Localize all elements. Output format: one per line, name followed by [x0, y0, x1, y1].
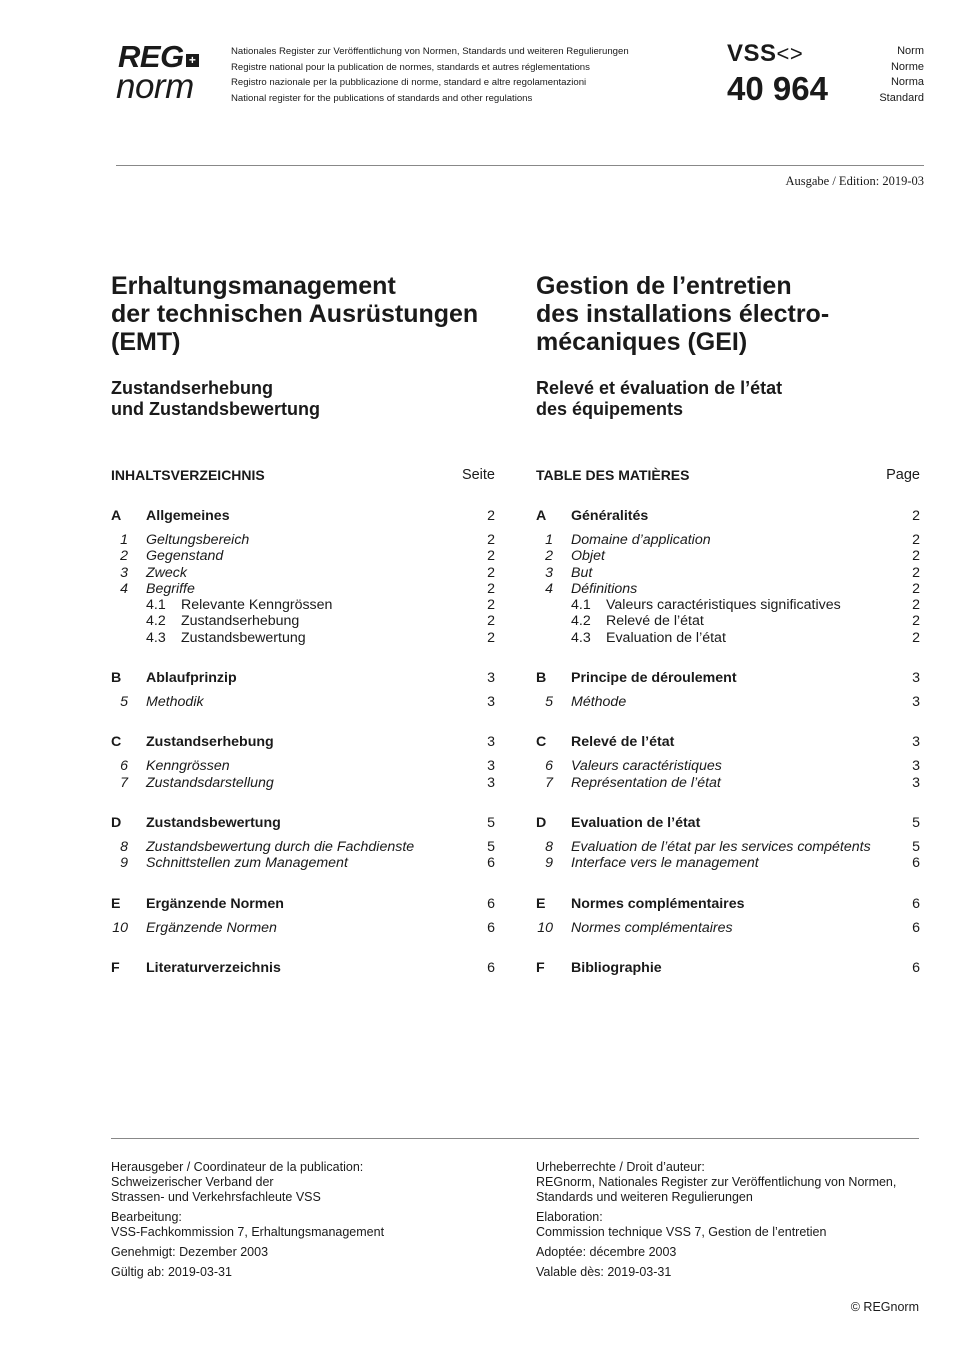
toc-item-row	[536, 855, 920, 871]
subtitle-de-line: Zustandserhebung	[111, 378, 274, 398]
page-number: 2	[487, 564, 495, 581]
toc-item-row	[111, 548, 495, 564]
title-fr-line: des installations électro-	[536, 300, 830, 328]
footer-block	[111, 1160, 511, 1205]
title-fr	[536, 272, 936, 356]
item-number: 2	[545, 548, 553, 565]
page-number: 3	[912, 670, 920, 687]
item-number: 3	[545, 564, 553, 581]
subsection-title: Zustandsbewertung	[181, 629, 306, 646]
section-letter: B	[111, 670, 122, 687]
page-number: 6	[487, 855, 495, 872]
toc-item-row	[536, 758, 920, 774]
header-divider	[116, 165, 924, 166]
subtitle-de-line: und Zustandsbewertung	[111, 399, 320, 419]
footer-line: Elaboration:	[536, 1210, 603, 1224]
vss-logo: VSS<>	[727, 40, 804, 67]
toc-item-row	[536, 548, 920, 564]
footer-line: Standards und weiteren Regulierungen	[536, 1190, 753, 1204]
subsection-number: 4.3	[146, 629, 166, 646]
toc-section-row	[111, 508, 495, 525]
toc-item-row	[536, 775, 920, 791]
section-letter: D	[536, 814, 547, 831]
item-title: Représentation de l’état	[571, 774, 721, 791]
section-title: Relevé de l’état	[571, 734, 675, 751]
norm-type-de: Norm	[897, 45, 924, 57]
footer-divider	[111, 1138, 919, 1139]
page-number: 2	[487, 508, 495, 524]
toc-item-row	[111, 613, 495, 629]
footer-line: Adoptée: décembre 2003	[536, 1245, 677, 1259]
item-number: 10	[112, 919, 128, 936]
toc-section-row	[111, 734, 495, 751]
register-line-en: National register for the publications of standards and other regulations	[231, 92, 533, 104]
title-de-line: Erhaltungsmanagement	[111, 272, 396, 300]
toc-page-heading: Page	[886, 467, 920, 483]
toc-section-row	[111, 896, 495, 913]
item-title: Ergänzende Normen	[146, 919, 277, 936]
item-title: Kenngrössen	[146, 758, 230, 775]
toc-section-row	[536, 670, 920, 687]
subsection-title: Evaluation de l’état	[606, 629, 726, 646]
toc-item-row	[536, 920, 920, 936]
toc-item-row	[111, 694, 495, 710]
toc-item-row	[111, 775, 495, 791]
page-number: 2	[912, 548, 920, 565]
footer-fr	[536, 1160, 936, 1285]
page-number: 5	[487, 814, 495, 831]
section-letter: A	[111, 508, 122, 524]
page-number: 5	[912, 814, 920, 831]
item-number: 2	[120, 548, 128, 565]
title-fr-line: mécaniques (GEI)	[536, 328, 748, 356]
subsection-title: Zustandserhebung	[181, 613, 300, 630]
item-title: Valeurs caractéristiques	[571, 758, 722, 775]
page-number: 2	[487, 580, 495, 597]
item-number: 5	[545, 694, 553, 711]
page-number: 2	[487, 613, 495, 630]
regnorm-logo-norm: norm	[116, 67, 194, 106]
toc-fr	[536, 508, 920, 977]
footer-block	[536, 1160, 936, 1205]
section-title: Ablaufprinzip	[146, 670, 237, 687]
item-title: Normes complémentaires	[571, 919, 733, 936]
toc-section-row	[536, 815, 920, 832]
toc-de	[111, 508, 495, 977]
toc-item-row	[536, 694, 920, 710]
page-number: 6	[912, 895, 920, 912]
toc-header-de	[111, 467, 495, 487]
toc-item-row	[111, 565, 495, 581]
page-number: 2	[912, 564, 920, 581]
item-number: 7	[545, 774, 553, 791]
regnorm-logo-reg: REG +	[118, 42, 199, 72]
item-number: 7	[120, 774, 128, 791]
footer-line: Urheberrechte / Droit d’auteur:	[536, 1160, 705, 1174]
toc-section-row	[111, 815, 495, 832]
page-number: 3	[912, 774, 920, 791]
item-number: 9	[120, 855, 128, 872]
item-number: 8	[120, 838, 128, 855]
footer-line: Gültig ab: 2019-03-31	[111, 1265, 232, 1279]
register-line-it: Registro nazionale per la pubblicazione di norme, standard e altre regolamentazioni	[231, 77, 587, 88]
toc-item-row	[111, 581, 495, 597]
footer-block	[111, 1210, 511, 1240]
edition-label: Ausgabe / Edition: 2019-03	[785, 174, 924, 188]
toc-section-row	[111, 960, 495, 977]
section-title: Zustandsbewertung	[146, 814, 281, 831]
norm-type-fr: Norme	[890, 60, 924, 73]
item-title: Methodik	[146, 694, 204, 711]
toc-item-row	[111, 597, 495, 613]
toc-item-row	[111, 532, 495, 548]
item-number: 1	[120, 532, 128, 548]
toc-item-row	[536, 839, 920, 855]
page-number: 6	[487, 919, 495, 936]
page-number: 3	[487, 758, 495, 775]
footer-line: Genehmigt: Dezember 2003	[111, 1245, 269, 1259]
footer-line: Schweizerischer Verband der	[111, 1175, 274, 1189]
subtitle-de	[111, 378, 511, 420]
footer-line: Strassen- und Verkehrsfachleute VSS	[111, 1190, 321, 1204]
section-title: Evaluation de l’état	[571, 814, 701, 831]
section-title: Zustandserhebung	[146, 734, 274, 751]
page-number: 3	[912, 694, 920, 711]
section-letter: C	[111, 734, 122, 751]
page-number: 6	[912, 959, 920, 976]
item-number: 8	[545, 838, 553, 855]
section-letter: F	[111, 959, 120, 976]
item-number: 4	[545, 580, 553, 597]
subsection-number: 4.2	[571, 613, 591, 630]
toc-item-row	[111, 839, 495, 855]
copyright: © REGnorm	[850, 1300, 919, 1314]
item-number: 10	[537, 919, 553, 936]
section-title: Ergänzende Normen	[146, 895, 284, 912]
swiss-cross-icon: +	[186, 54, 199, 67]
toc-section-row	[111, 670, 495, 687]
subsection-title: Relevé de l’état	[606, 613, 704, 630]
vss-arrow-icon: <>	[776, 41, 804, 66]
page-number: 2	[487, 597, 495, 614]
page-number: 2	[912, 597, 920, 614]
norm-type-list	[879, 44, 924, 106]
section-letter: E	[536, 895, 546, 912]
toc-item-row	[536, 532, 920, 548]
norm-type-en: Standard	[879, 91, 924, 104]
toc-section-row	[536, 734, 920, 751]
page-number: 2	[912, 580, 920, 597]
toc-item-row	[111, 758, 495, 774]
section-title: Literaturverzeichnis	[146, 959, 281, 976]
toc-item-row	[111, 630, 495, 646]
footer-block	[536, 1210, 936, 1240]
item-title: Begriffe	[146, 580, 195, 597]
item-title: Zustandsbewertung durch die Fachdienste	[146, 838, 415, 855]
footer-block	[111, 1245, 511, 1260]
footer-line: Commission technique VSS 7, Gestion de l’entretien	[536, 1225, 827, 1239]
subtitle-fr-line: Relevé et évaluation de l’état	[536, 378, 783, 398]
toc-heading: TABLE DES MATIÈRES	[536, 467, 690, 483]
toc-item-row	[536, 613, 920, 629]
item-title: But	[571, 564, 593, 581]
toc-item-row	[111, 855, 495, 871]
page-number: 2	[912, 508, 920, 524]
footer-line: Valable dès: 2019-03-31	[536, 1265, 672, 1279]
toc-section-row	[536, 896, 920, 913]
page-number: 2	[487, 532, 495, 548]
toc-item-row	[536, 581, 920, 597]
page-number: 3	[487, 694, 495, 711]
footer-block	[111, 1265, 511, 1280]
page-number: 2	[912, 613, 920, 630]
page-number: 2	[487, 548, 495, 565]
page-number: 6	[487, 895, 495, 912]
page-number: 2	[912, 629, 920, 646]
toc-heading: INHALTSVERZEICHNIS	[111, 467, 265, 483]
toc-item-row	[536, 597, 920, 613]
toc-section-row	[536, 960, 920, 977]
page-number: 2	[487, 629, 495, 646]
item-number: 4	[120, 580, 128, 597]
subsection-number: 4.1	[146, 597, 166, 614]
title-de	[111, 272, 511, 356]
toc-page-heading: Seite	[461, 467, 495, 483]
register-description	[231, 44, 629, 106]
item-title: Geltungsbereich	[146, 532, 250, 548]
item-number: 1	[545, 532, 553, 548]
footer-line: REGnorm, Nationales Register zur Veröffentlichung von Normen,	[536, 1175, 897, 1189]
page-number: 5	[487, 838, 495, 855]
page-number: 6	[912, 855, 920, 872]
item-number: 6	[120, 758, 128, 775]
section-letter: A	[536, 508, 547, 524]
item-title: Interface vers le management	[571, 855, 759, 872]
item-number: 5	[120, 694, 128, 711]
page-number: 6	[912, 919, 920, 936]
title-fr-line: Gestion de l’entretien	[536, 272, 792, 300]
page-number: 2	[912, 532, 920, 548]
item-title: Objet	[571, 548, 605, 565]
subsection-number: 4.3	[571, 629, 591, 646]
page-number: 3	[487, 670, 495, 687]
page-number: 6	[487, 959, 495, 976]
page-number: 5	[912, 838, 920, 855]
footer-block	[536, 1265, 936, 1280]
title-de-line: (EMT)	[111, 328, 181, 356]
page-number: 3	[912, 734, 920, 751]
subtitle-fr	[536, 378, 936, 420]
footer-line: VSS-Fachkommission 7, Erhaltungsmanagement	[111, 1225, 385, 1239]
footer-block	[536, 1245, 936, 1260]
title-de-line: der technischen Ausrüstungen	[111, 300, 479, 328]
toc-item-row	[111, 920, 495, 936]
section-title: Généralités	[571, 508, 649, 524]
item-title: Evaluation de l’état par les services compétents	[571, 838, 871, 855]
item-title: Définitions	[571, 580, 638, 597]
item-number: 3	[120, 564, 128, 581]
section-letter: C	[536, 734, 547, 751]
subsection-title: Valeurs caractéristiques significatives	[606, 597, 841, 614]
section-letter: D	[111, 814, 122, 831]
subsection-number: 4.1	[571, 597, 591, 614]
item-number: 6	[545, 758, 553, 775]
subsection-title: Relevante Kenngrössen	[181, 597, 333, 614]
register-line-de: Nationales Register zur Veröffentlichung von Normen, Standards und weiteren Regulierungen	[231, 46, 629, 57]
page-number: 3	[487, 774, 495, 791]
toc-section-row	[536, 508, 920, 525]
subtitle-fr-line: des équipements	[536, 399, 684, 419]
standard-number: 40 964	[727, 70, 828, 107]
subsection-number: 4.2	[146, 613, 166, 630]
item-number: 9	[545, 855, 553, 872]
page-number: 3	[487, 734, 495, 751]
footer-line: Bearbeitung:	[111, 1210, 182, 1224]
page-number: 3	[912, 758, 920, 775]
item-title: Domaine d’application	[571, 532, 711, 548]
item-title: Schnittstellen zum Management	[146, 855, 348, 872]
toc-item-row	[536, 630, 920, 646]
section-title: Principe de déroulement	[571, 670, 737, 687]
section-letter: E	[111, 895, 121, 912]
footer-line: Herausgeber / Coordinateur de la publication:	[111, 1160, 364, 1174]
item-title: Zweck	[146, 564, 187, 581]
toc-item-row	[536, 565, 920, 581]
register-line-fr: Registre national pour la publication de normes, standards et autres réglementations	[231, 61, 590, 73]
item-title: Méthode	[571, 694, 627, 711]
footer-de	[111, 1160, 511, 1285]
section-letter: B	[536, 670, 547, 687]
toc-header-fr	[536, 467, 920, 487]
norm-type-it: Norma	[890, 76, 924, 88]
section-letter: F	[536, 959, 545, 976]
section-title: Bibliographie	[571, 959, 662, 976]
item-title: Zustandsdarstellung	[146, 774, 274, 791]
section-title: Allgemeines	[146, 508, 230, 524]
item-title: Gegenstand	[146, 548, 224, 565]
section-title: Normes complémentaires	[571, 895, 745, 912]
